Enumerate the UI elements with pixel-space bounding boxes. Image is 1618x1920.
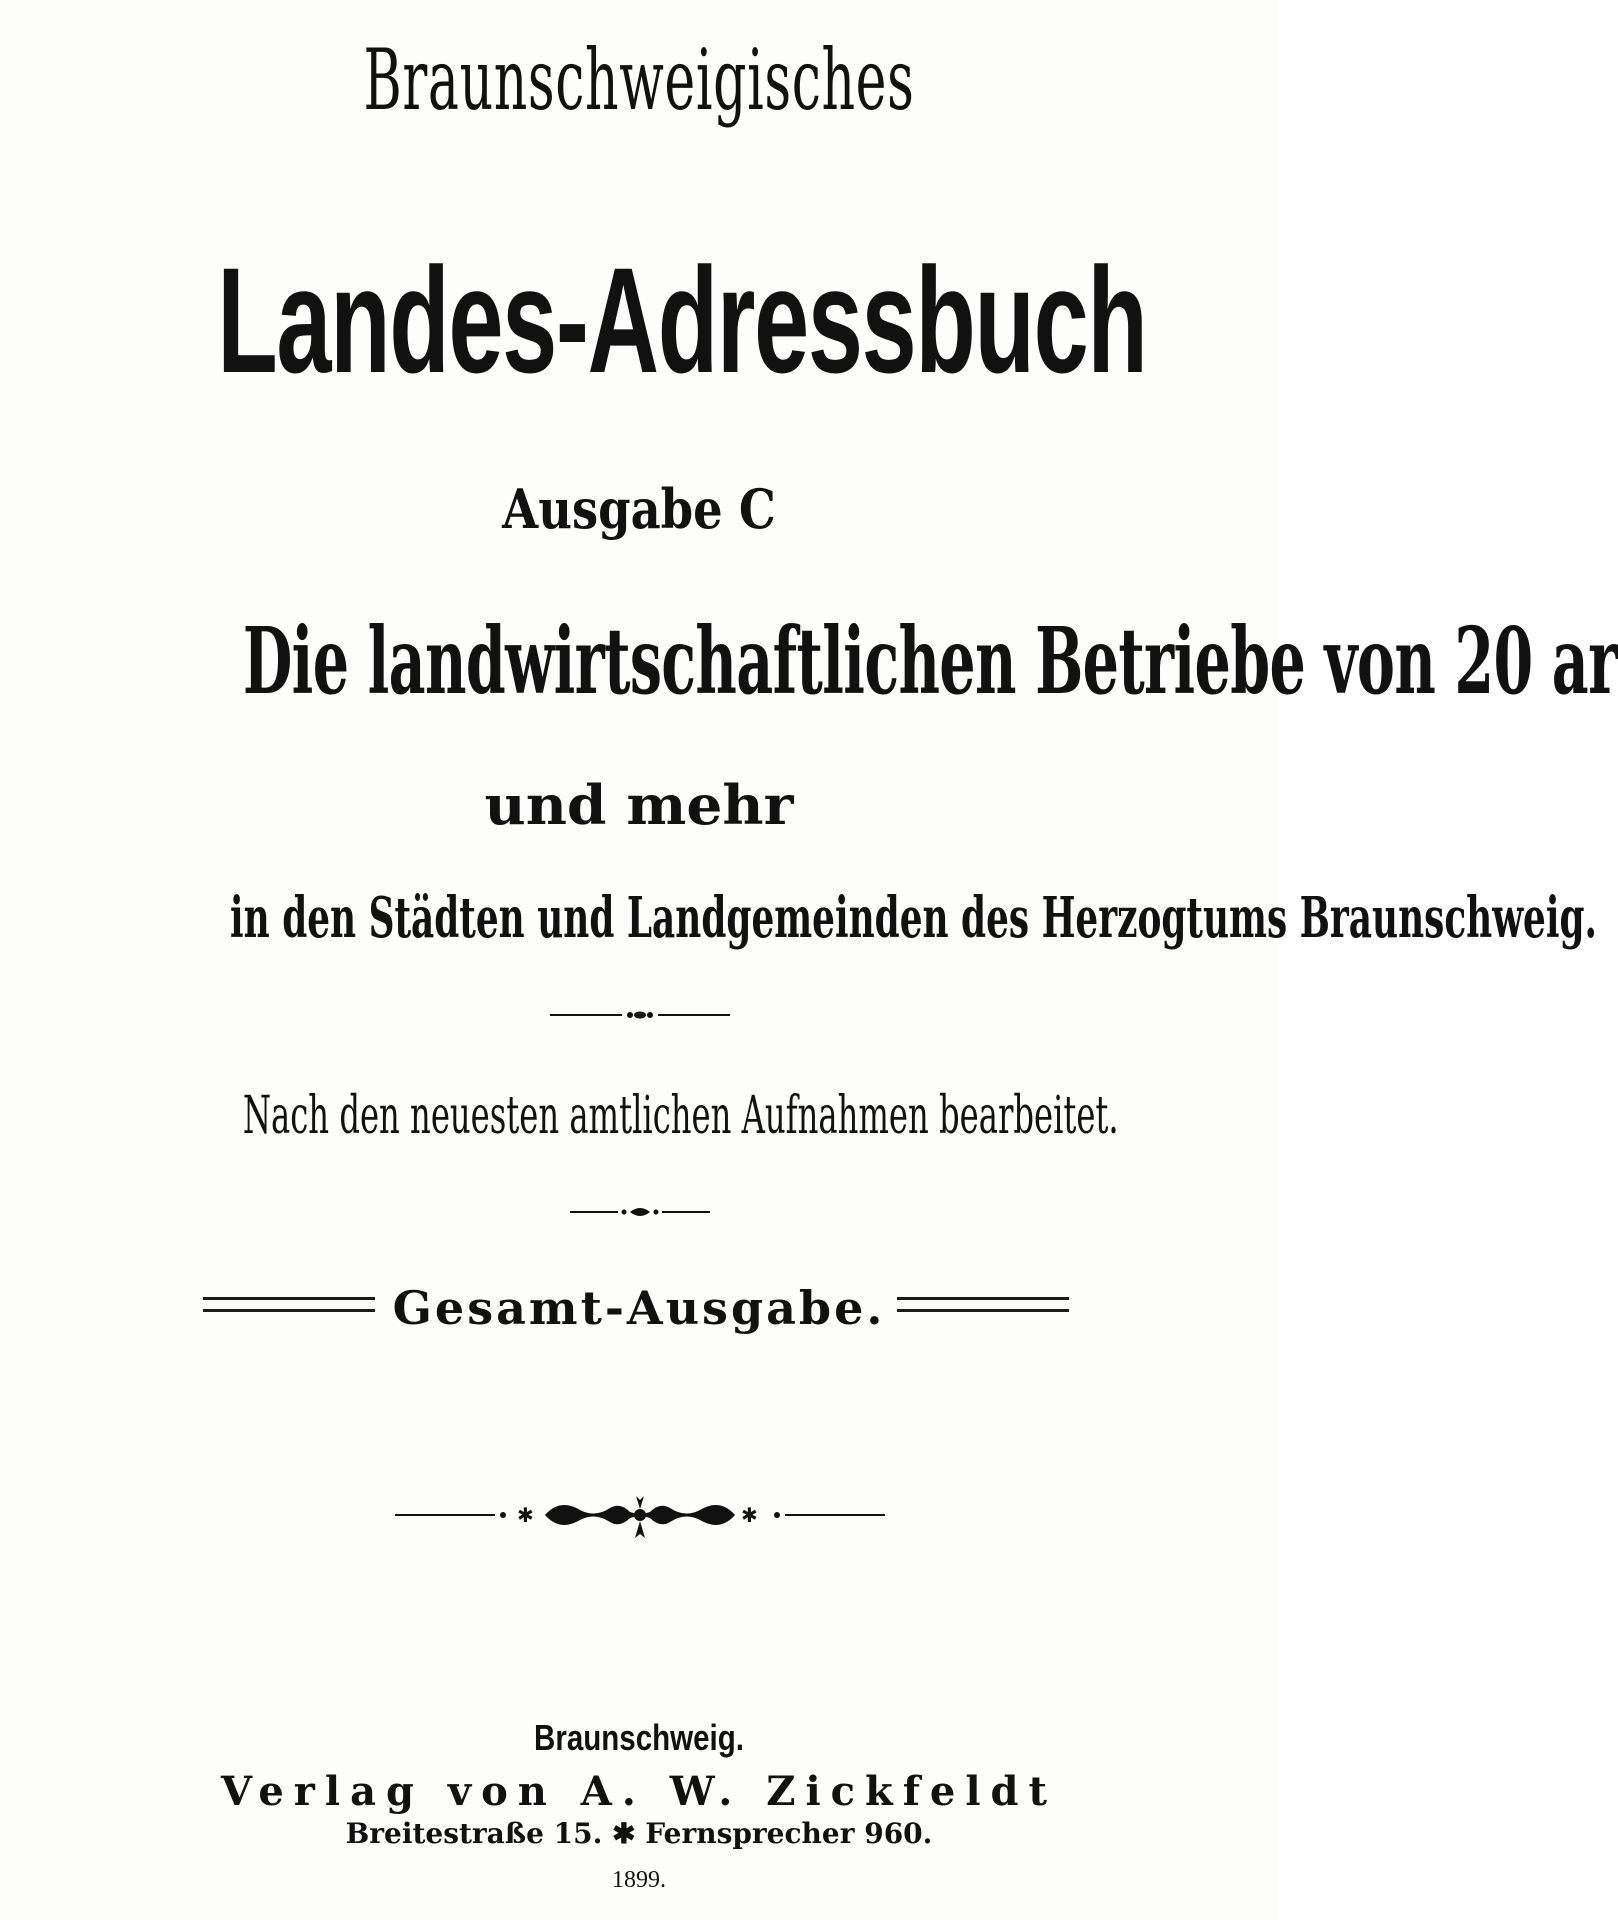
svg-text:✱: ✱ bbox=[517, 1503, 534, 1527]
region-line: in den Städten und Landgemeinden des Herzogtums Braunschweig. bbox=[230, 885, 1597, 951]
divider-ornament-medium bbox=[570, 1202, 710, 1222]
publisher-line: Verlag von A. W. Zickfeldt bbox=[220, 1768, 1057, 1815]
svg-text:✱: ✱ bbox=[741, 1503, 758, 1527]
edition-line: Ausgabe C bbox=[502, 477, 776, 541]
complete-edition-line: Gesamt-Ausgabe. bbox=[392, 1281, 886, 1335]
main-title: Landes-Adressbuch bbox=[217, 236, 1147, 404]
address-line: Breitestraße 15. ✱ Fernsprecher 960. bbox=[345, 1817, 933, 1850]
city-line: Braunschweig. bbox=[534, 1717, 744, 1758]
kicker-line: Braunschweigisches bbox=[363, 31, 915, 129]
year-line: 1899. bbox=[612, 1867, 666, 1893]
subtitle-continuation: und mehr bbox=[484, 773, 794, 837]
decorative-flourish-ornament bbox=[395, 1490, 885, 1550]
subtitle-line: Die landwirtschaftlichen Betriebe von 20 ar bbox=[242, 607, 1618, 715]
divider-ornament-small bbox=[550, 1005, 730, 1025]
basis-line: Nach den neuesten amtlichen Aufnahmen bearbeitet. bbox=[242, 1086, 1119, 1146]
